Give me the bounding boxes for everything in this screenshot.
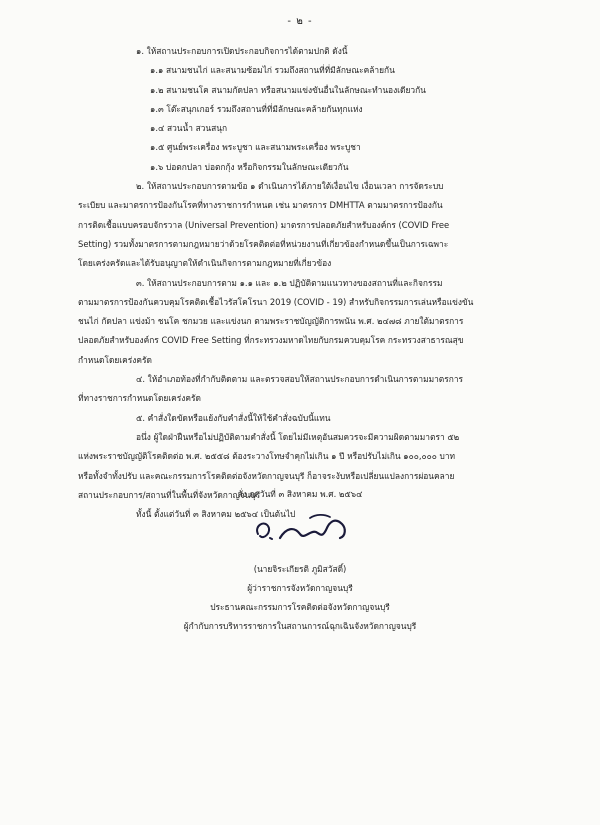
body-line: ๒. ให้สถานประกอบการตามข้อ ๑ ดำเนินการได้ภายใต้เงื่อนไข เงื่อนเวลา การจัดระบบ xyxy=(136,181,444,192)
body-line: ๕. คำสั่งใดขัดหรือแย้งกับคำสั่งนี้ให้ใช้คำสั่งฉบับนี้แทน xyxy=(136,412,331,423)
body-line: สถานประกอบการ/สถานที่ในพื้นที่จังหวัดกาญจนบุรี xyxy=(78,489,261,500)
body-line: ๑.๔ สวนน้ำ สวนสนุก xyxy=(150,123,228,134)
body-line: การติดเชื้อแบบครอบจักรวาล (Universal Prevention) มาตรการปลอดภัยสำหรับองค์กร (COVID Free xyxy=(78,219,450,230)
signer-position-3: ผู้กำกับการบริหารราชการในสถานการณ์ฉุกเฉินจังหวัดกาญจนบุรี xyxy=(183,621,417,631)
page-number: - ๒ - xyxy=(287,16,313,27)
body-line: กำหนดโดยเคร่งครัด xyxy=(78,354,152,365)
body-line: ๑.๒ สนามชนโค สนามกัดปลา หรือสนามแข่งขันอื่นในลักษณะทำนองเดียวกัน xyxy=(150,84,426,95)
order-body xyxy=(78,42,538,524)
body-line: ๓. ให้สถานประกอบการตาม ๑.๑ และ ๑.๒ ปฏิบัติตามแนวทางของสถานที่และกิจกรรม xyxy=(136,277,443,288)
body-line: ที่ทางราชการกำหนดโดยเคร่งครัด xyxy=(78,393,201,404)
body-line: ตามมาตรการป้องกันควบคุมโรคติดเชื้อไวรัสโคโรนา 2019 (COVID - 19) สำหรับกิจกรรมการเล่นหรือแข่งขัน xyxy=(78,296,474,307)
signer-position-2: ประธานคณะกรรมการโรคติดต่อจังหวัดกาญจนบุรี xyxy=(210,602,390,612)
body-line: Setting) รวมทั้งมาตรการตามกฎหมายว่าด้วยโรคติดต่อที่หน่วยงานที่เกี่ยวข้องกำหนดขึ้นเป็นการเฉพาะ xyxy=(78,238,449,249)
body-line: ปลอดภัยสำหรับองค์กร COVID Free Setting ที่กระทรวงมหาดไทยกับกรมควบคุมโรค กระทรวงสาธารณสุข xyxy=(78,335,464,346)
signer-name: (นายจิระเกียรติ ภูมิสวัสดิ์) xyxy=(253,564,347,574)
governor-signature xyxy=(250,508,360,554)
body-line: ๑.๓ โต๊ะสนุกเกอร์ รวมถึงสถานที่ที่มีลักษณะคล้ายกันทุกแห่ง xyxy=(150,103,363,114)
body-line: ๔. ให้อำเภอท้องที่กำกับติดตาม และตรวจสอบให้สถานประกอบการดำเนินการตามมาตรการ xyxy=(136,374,464,385)
body-line: ๑. ให้สถานประกอบการเปิดประกอบกิจการได้ตามปกติ ดังนี้ xyxy=(136,46,348,56)
body-line: ๑.๕ ศูนย์พระเครื่อง พระบูชา และสนามพระเครื่อง พระบูชา xyxy=(150,142,361,153)
body-line: ระเบียบ และมาตรการป้องกันโรคที่ทางราชการกำหนด เช่น มาตรการ DMHTTA ตามมาตรการป้องกัน xyxy=(78,200,443,211)
body-line: หรือทั้งจำทั้งปรับ และคณะกรรมการโรคติดต่อจังหวัดกาญจนบุรี ก็อาจระงับหรือเปลี่ยนแปลงการผ่อนคลาย xyxy=(78,470,455,481)
body-line: ทั้งนี้ ตั้งแต่วันที่ ๓ สิงหาคม ๒๕๖๔ เป็นต้นไป xyxy=(136,509,296,520)
body-line: ๑.๖ บ่อตกปลา บ่อตกกุ้ง หรือกิจกรรมในลักษณะเดียวกัน xyxy=(150,161,349,172)
signer-position-1: ผู้ว่าราชการจังหวัดกาญจนบุรี xyxy=(247,583,353,593)
body-line: โดยเคร่งครัดและได้รับอนุญาตให้ดำเนินกิจการตามกฎหมายที่เกี่ยวข้อง xyxy=(78,258,332,269)
body-line: ชนไก่ กัดปลา แข่งม้า ชนโค ชกมวย และแข่งนก ตามพระราชบัญญัติการพนัน พ.ศ. ๒๔๗๘ ภายใต้มาตรการ xyxy=(78,316,464,327)
body-line: อนึ่ง ผู้ใดฝ่าฝืนหรือไม่ปฏิบัติตามคำสั่งนี้ โดยไม่มีเหตุอันสมควรจะมีความผิดตามมาตรา ๕๒ xyxy=(136,431,460,442)
body-line: แห่งพระราชบัญญัติโรคติดต่อ พ.ศ. ๒๕๕๘ ต้องระวางโทษจำคุกไม่เกิน ๑ ปี หรือปรับไม่เกิน ๑๐๐,๐๐๐ บาท xyxy=(78,451,456,462)
order-date: สั่ง ณ วันที่ ๓ สิงหาคม พ.ศ. ๒๕๖๔ xyxy=(237,489,363,499)
body-line: ๑.๑ สนามชนไก่ และสนามซ้อมไก่ รวมถึงสถานที่ที่มีลักษณะคล้ายกัน xyxy=(150,65,395,76)
